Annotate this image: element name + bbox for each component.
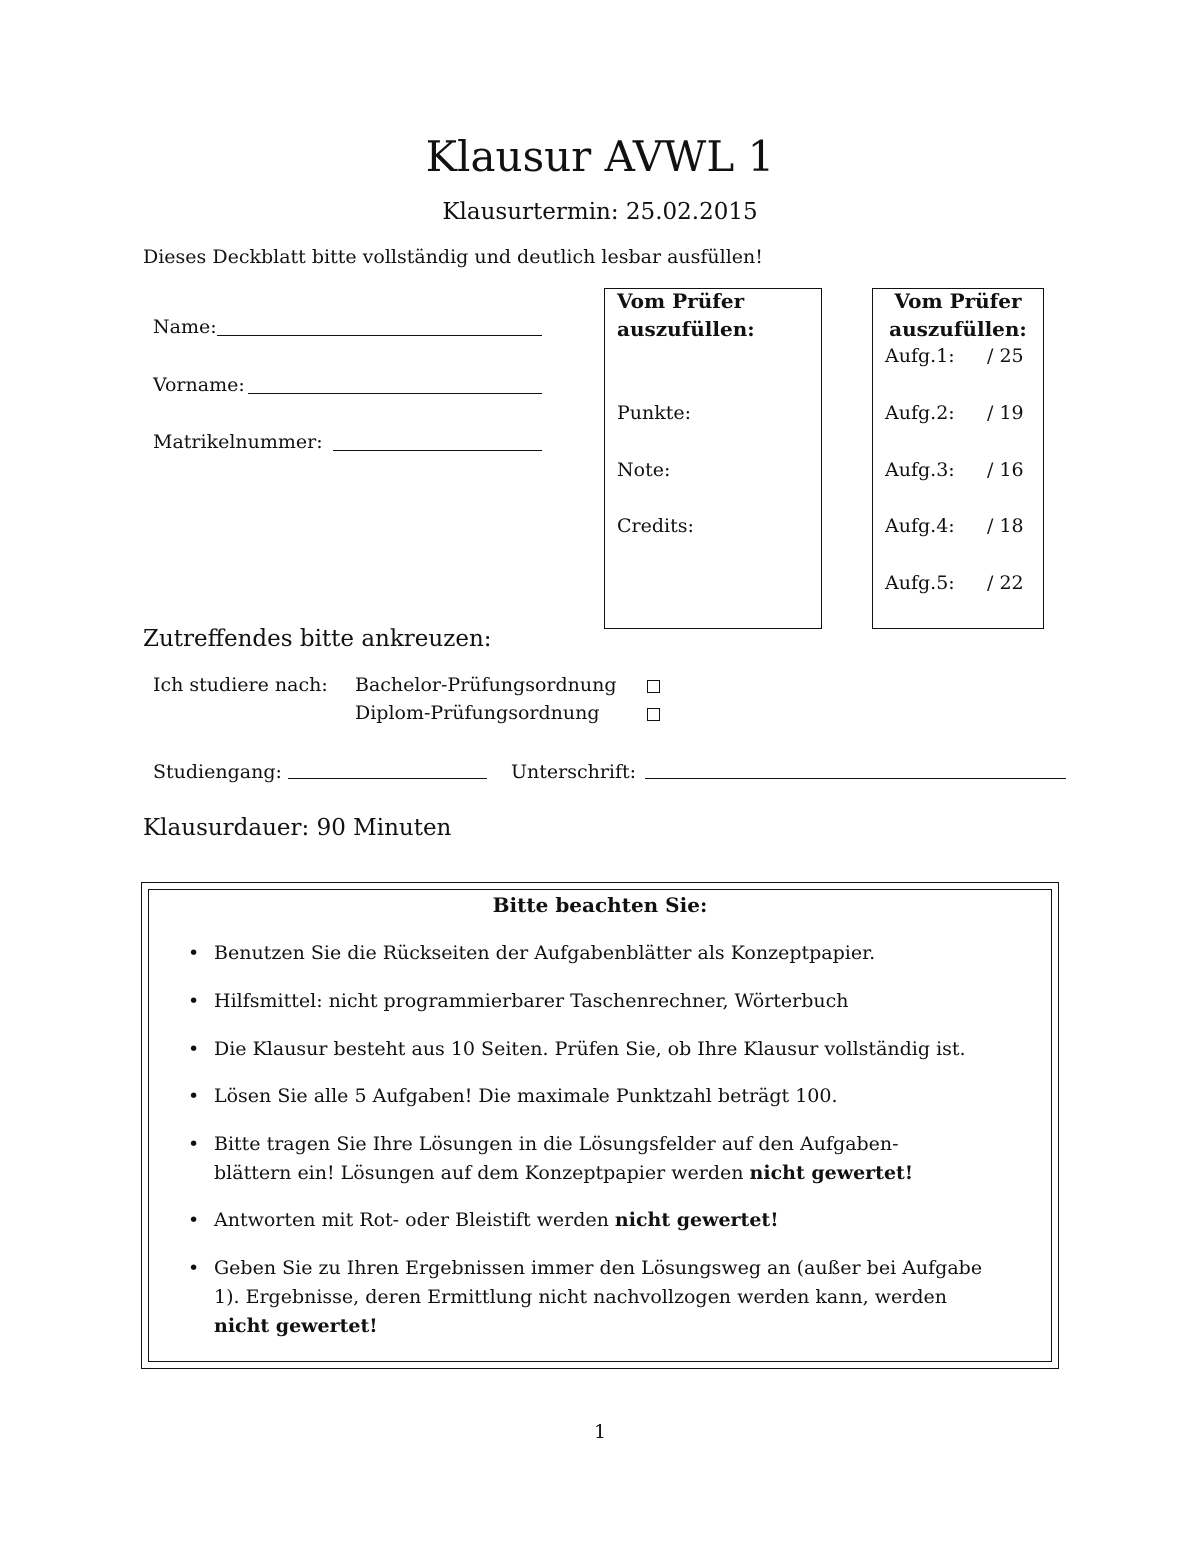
- bachelor-option-label: Bachelor-Prüfungsordnung: [355, 674, 617, 696]
- unterschrift-label: Unterschrift:: [511, 761, 637, 783]
- diplom-option-label: Diplom-Prüfungsordnung: [355, 702, 600, 724]
- diplom-checkbox[interactable]: [647, 708, 660, 721]
- points-label: Punkte:: [617, 402, 692, 424]
- bullet-icon: •: [188, 942, 200, 964]
- checkbox-section-heading: Zutreffendes bitte ankreuzen:: [143, 626, 492, 652]
- task-2-label: Aufg.2:: [885, 402, 955, 424]
- notice-item-text: Hilfsmittel: nicht programmierbarer Taschenrechner, Wörterbuch: [214, 990, 849, 1012]
- studiengang-field[interactable]: [288, 778, 487, 779]
- task-3-max: / 16: [987, 459, 1024, 481]
- credits-label: Credits:: [617, 515, 694, 537]
- bullet-icon: •: [188, 1257, 200, 1279]
- exam-title: Klausur AVWL 1: [425, 132, 775, 181]
- notice-item-text: Geben Sie zu Ihren Ergebnissen immer den Lösungsweg an (außer bei Aufgabe 1). Ergebnisse, deren Ermittlung nicht nachvollzogen werden kann, werden: [214, 1257, 983, 1308]
- notice-item-text: Die Klausur besteht aus 10 Seiten. Prüfen Sie, ob Ihre Klausur vollständig ist.: [214, 1038, 966, 1060]
- page-number: 1: [593, 1421, 607, 1443]
- unterschrift-field[interactable]: [645, 778, 1066, 779]
- vorname-field[interactable]: [248, 393, 542, 394]
- bullet-icon: •: [188, 1209, 200, 1231]
- task-3-label: Aufg.3:: [885, 459, 955, 481]
- bullet-icon: •: [188, 1133, 200, 1155]
- cover-instruction: Dieses Deckblatt bitte vollständig und deutlich lesbar ausfüllen!: [143, 246, 763, 268]
- task-1-label: Aufg.1:: [885, 345, 955, 367]
- notice-item-emphasis: nicht gewertet!: [749, 1162, 914, 1184]
- notice-title: Bitte beachten Sie:: [492, 893, 708, 917]
- notice-item-text: Benutzen Sie die Rückseiten der Aufgabenblätter als Konzeptpapier.: [214, 942, 876, 964]
- task-1-max: / 25: [987, 345, 1024, 367]
- name-field[interactable]: [217, 335, 542, 336]
- exam-duration: Klausurdauer: 90 Minuten: [143, 815, 452, 841]
- notice-item-emphasis: nicht gewertet!: [614, 1209, 779, 1231]
- exam-date: Klausurtermin: 25.02.2015: [442, 199, 758, 225]
- notice-item-emphasis: nicht gewertet!: [214, 1315, 378, 1337]
- notice-item-text: Lösen Sie alle 5 Aufgaben! Die maximale Punktzahl beträgt 100.: [214, 1085, 838, 1107]
- task-5-max: / 22: [987, 572, 1024, 594]
- bullet-icon: •: [188, 990, 200, 1012]
- bullet-icon: •: [188, 1038, 200, 1060]
- examiner-box-grade-heading-1: Vom Prüfer: [617, 289, 745, 313]
- task-2-max: / 19: [987, 402, 1024, 424]
- task-5-label: Aufg.5:: [885, 572, 955, 594]
- bachelor-checkbox[interactable]: [647, 680, 660, 693]
- bullet-icon: •: [188, 1085, 200, 1107]
- examiner-box-tasks-heading-1: Vom Prüfer: [894, 289, 1022, 313]
- studiengang-label: Studiengang:: [153, 761, 282, 783]
- examiner-box-tasks-heading-2: auszufüllen:: [889, 317, 1027, 341]
- name-label: Name:: [153, 316, 217, 338]
- study-regulation-prompt: Ich studiere nach:: [153, 674, 328, 696]
- notice-item-text: Bitte tragen Sie Ihre Lösungen in die Lösungsfelder auf den Aufgaben-blättern ein! Lösungen auf dem Konzeptpapier werden: [214, 1133, 899, 1184]
- task-4-label: Aufg.4:: [885, 515, 955, 537]
- task-4-max: / 18: [987, 515, 1024, 537]
- vorname-label: Vorname:: [153, 374, 245, 396]
- matrikel-label: Matrikelnummer:: [153, 431, 323, 453]
- grade-label: Note:: [617, 459, 671, 481]
- matrikel-field[interactable]: [333, 450, 542, 451]
- examiner-box-grade-heading-2: auszufüllen:: [617, 317, 755, 341]
- notice-item-text: Antworten mit Rot- oder Bleistift werden: [214, 1209, 615, 1231]
